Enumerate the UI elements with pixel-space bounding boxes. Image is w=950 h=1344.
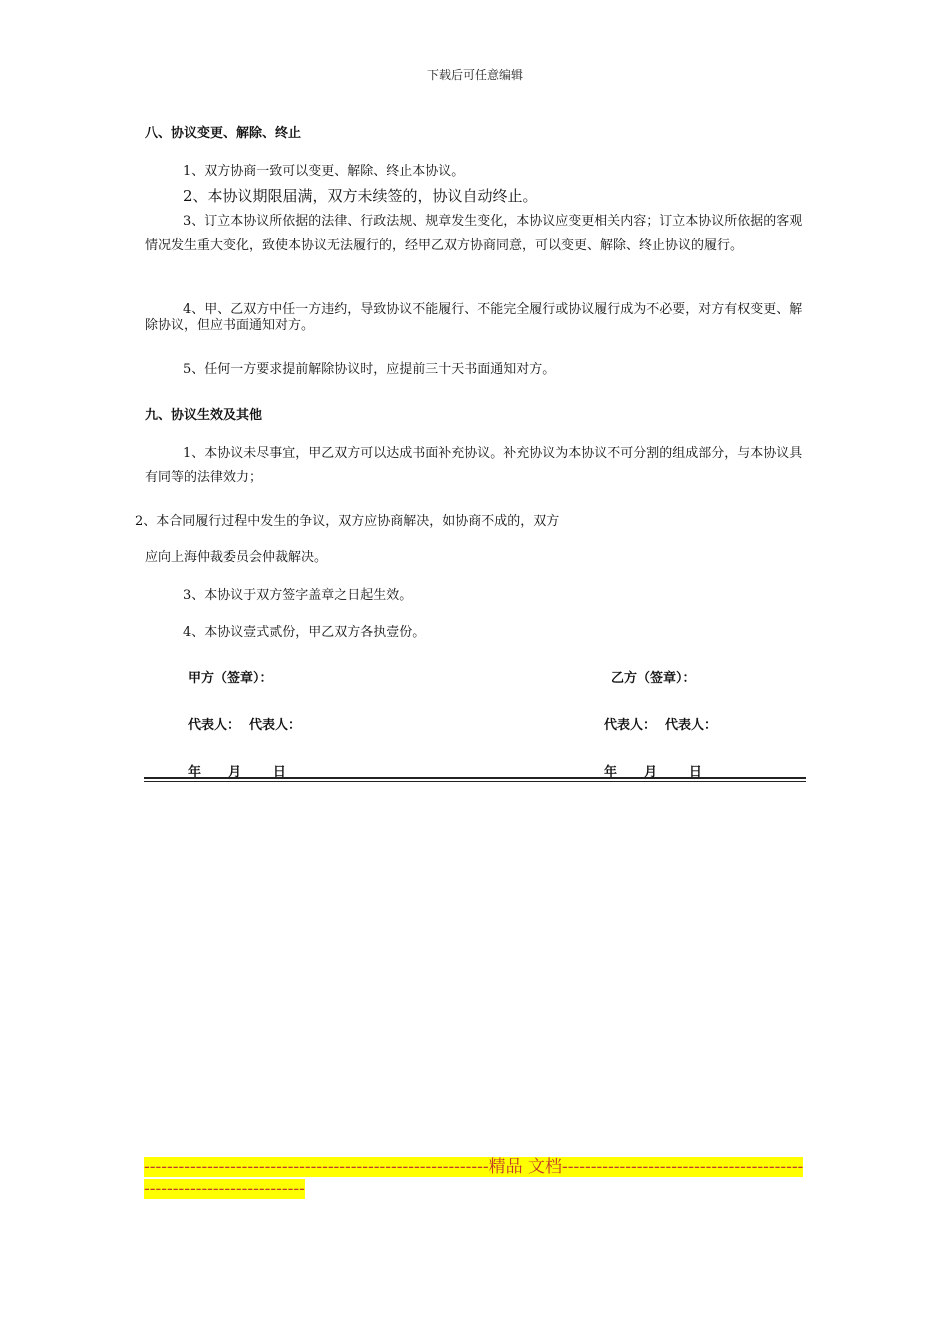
section-9-clause-2-continued: 应向上海仲裁委员会仲裁解决。 <box>145 550 328 565</box>
section-9-clause-3: 3、本协议于双方签字盖章之日起生效。 <box>183 588 413 603</box>
section-8-clause-2: 2、本协议期限届满，双方未续签的，协议自动终止。 <box>183 187 538 205</box>
party-a-signature-label: 甲方（签章）： <box>188 671 273 686</box>
page-header: 下载后可任意编辑 <box>426 68 523 82</box>
section-9-clause-4: 4、本协议壹式贰份，甲乙双方各执壹份。 <box>183 625 426 640</box>
section-8-clause-1: 1、双方协商一致可以变更、解除、终止本协议。 <box>183 164 465 179</box>
section-9-clause-2: 2、本合同履行过程中发生的争议，双方应协商解决，如协商不成的，双方 <box>135 514 560 529</box>
party-a-representative-label: 代表人： 代表人： <box>188 718 302 733</box>
section-8-clause-3: 3、订立本协议所依据的法律、行政法规、规章发生变化，本协议应变更相关内容；订立本协议所依据的客观情况发生重大变化，致使本协议无法履行的，经甲乙双方协商同意，可以变更、解除、终止协议的履行。 <box>145 214 803 253</box>
section-9-clause-1: 1、本协议未尽事宜，甲乙双方可以达成书面补充协议。补充协议为本协议不可分割的组成部分，与本协议具有同等的法律效力； <box>145 446 803 485</box>
double-rule-top <box>144 777 806 779</box>
section-8-clause-5: 5、任何一方要求提前解除协议时，应提前三十天书面通知对方。 <box>183 362 556 377</box>
party-b-representative-label: 代表人： 代表人： <box>604 718 718 733</box>
footer-watermark <box>144 1156 806 1200</box>
party-b-date-label: 年 月 日 <box>604 765 702 780</box>
party-a-date-label: 年 月 日 <box>188 765 286 780</box>
party-b-signature-label: 乙方（签章）： <box>611 671 696 686</box>
double-rule-bottom <box>144 781 806 782</box>
section-8-title: 八、协议变更、解除、终止 <box>145 126 302 141</box>
section-8-clause-4: 4、甲、乙双方中任一方违约，导致协议不能履行、不能完全履行或协议履行成为不必要，对方有权变更、解除协议，但应书面通知对方。 <box>145 302 803 333</box>
footer-watermark-text: ------------------------------------------------------------精品 文档---------------------------------------------------------------------- <box>144 1157 804 1199</box>
section-9-title: 九、协议生效及其他 <box>145 408 263 423</box>
